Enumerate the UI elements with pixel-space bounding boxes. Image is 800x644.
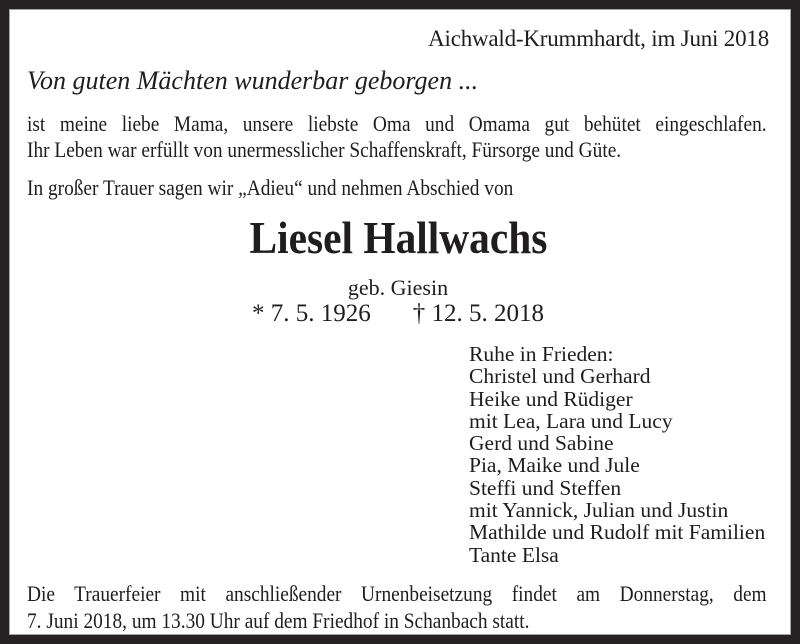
notice-content: [9, 9, 791, 635]
intro-line-1: ist meine liebe Mama, unsere liebste Oma und Omama gut behütet eingeschlafen.: [27, 111, 767, 136]
intro-line-2: Ihr Leben war erfüllt von unermesslicher Schaffenskraft, Fürsorge und Güte.: [27, 137, 622, 162]
mourners-heading: Ruhe in Frieden:: [469, 342, 614, 366]
mourner-line: mit Lea, Lara und Lucy: [469, 408, 673, 433]
funeral-line-2: 7. Juni 2018, um 13.30 Uhr auf dem Friedhof in Schanbach statt.: [27, 607, 530, 633]
deceased-name-row: [27, 213, 769, 274]
intro-paragraph: [27, 111, 767, 163]
dateline: Aichwald-Krummhardt, im Juni 2018: [428, 26, 769, 51]
mourner-line: Gerd und Sabine: [469, 431, 614, 456]
funeral-info: [27, 580, 767, 634]
deceased-name: Liesel Hallwachs: [249, 212, 547, 263]
funeral-line-1: Die Trauerfeier mit anschließender Urnenbeisetzung findet am Donnerstag, dem: [27, 580, 767, 606]
mourner-line: Tante Elsa: [469, 542, 559, 567]
mourner-line: mit Yannick, Julian und Justin: [469, 498, 729, 523]
epigraph: Von guten Mächten wunderbar geborgen ...: [27, 66, 479, 95]
death-date: † 12. 5. 2018: [412, 300, 544, 327]
life-dates: [27, 300, 769, 328]
mourner-line: Heike und Rüdiger: [469, 386, 633, 411]
mourner-line: Pia, Maike und Jule: [469, 453, 640, 478]
mourner-line: Steffi und Steffen: [469, 475, 622, 500]
mourner-line: Mathilde und Rudolf mit Familien: [469, 520, 766, 545]
mourner-line: Christel und Gerhard: [469, 364, 651, 389]
mourners-list: [469, 343, 769, 566]
birth-date: * 7. 5. 1926: [252, 300, 371, 327]
maiden-name: geb. Giesin: [347, 275, 449, 300]
farewell-line: In großer Trauer sagen wir „Adieu“ und nehmen Abschied von: [27, 175, 514, 200]
